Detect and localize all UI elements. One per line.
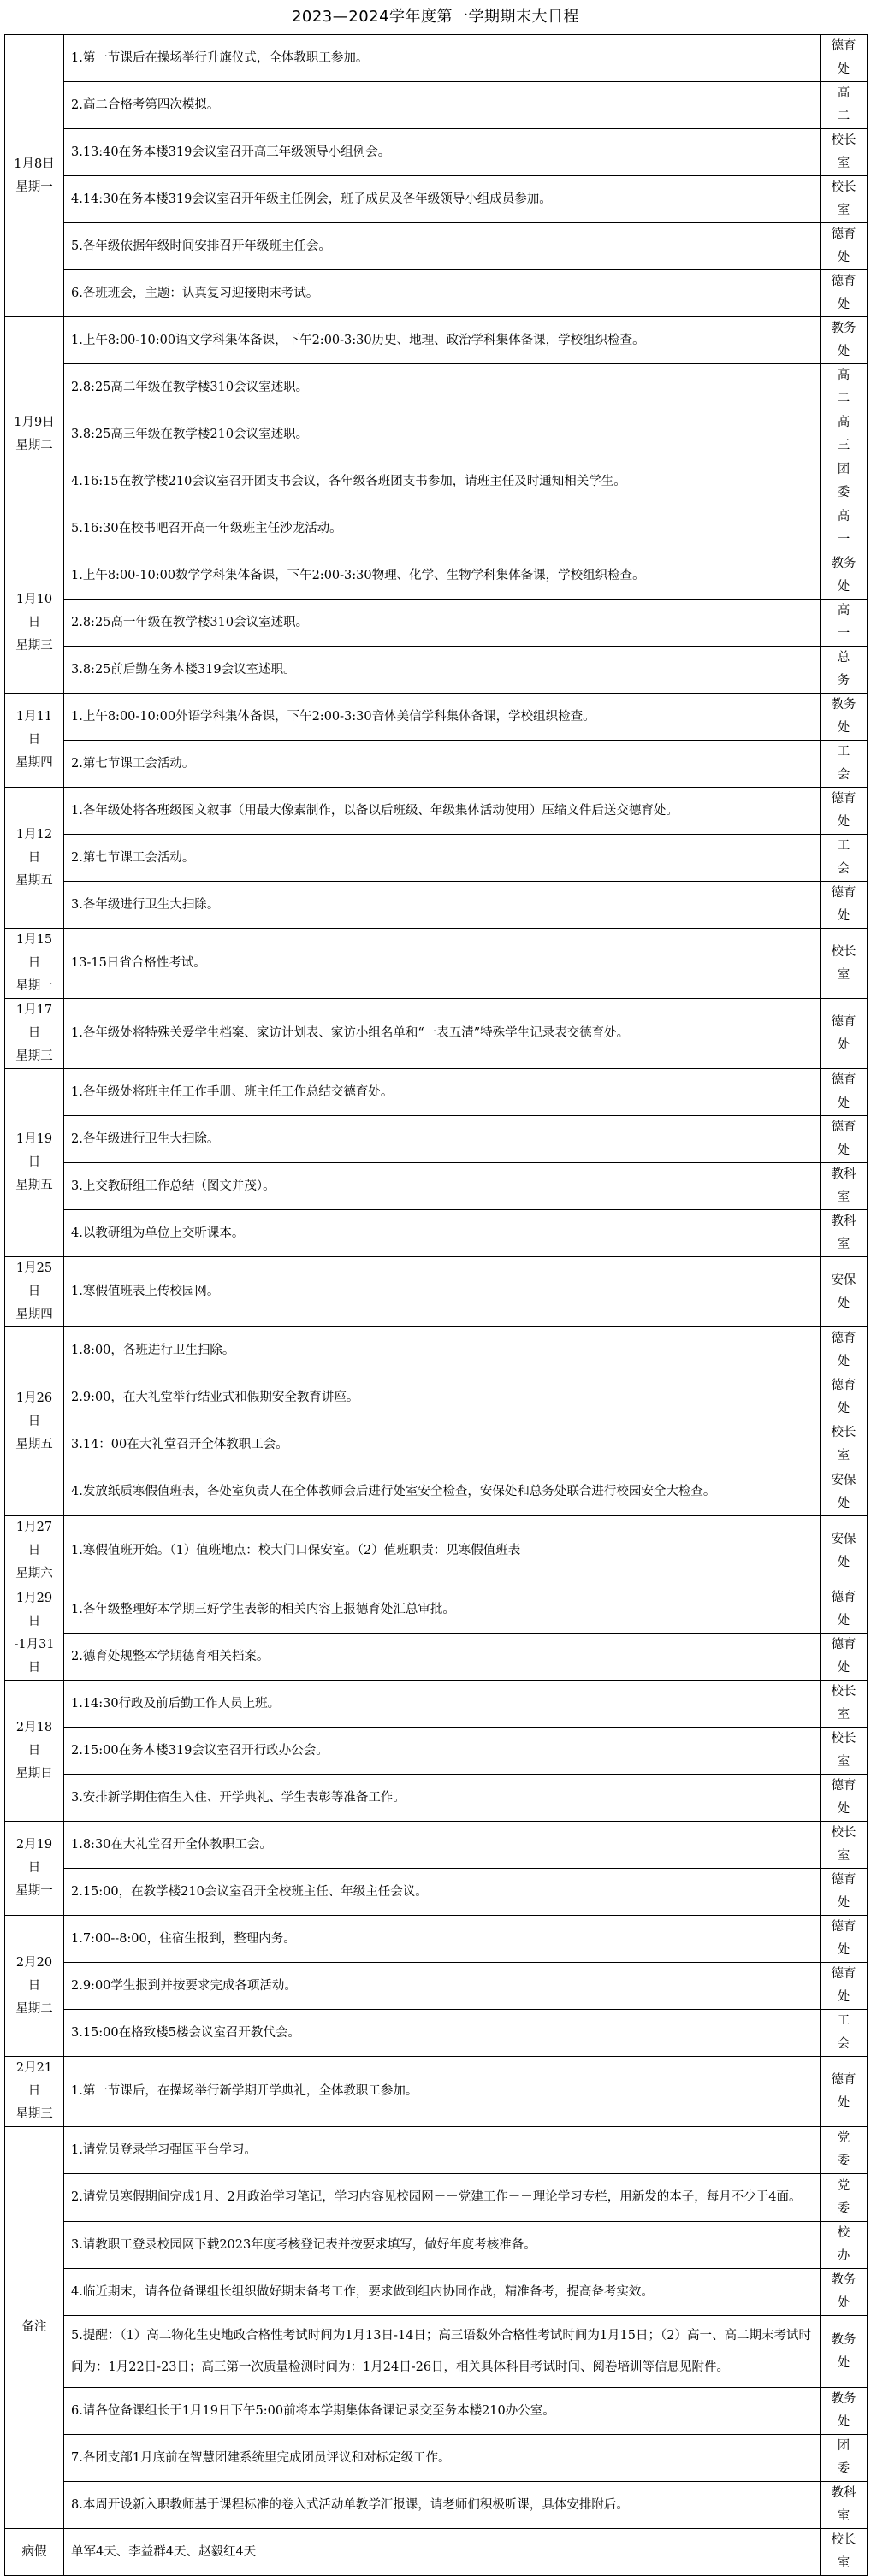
schedule-item: 3.各年级进行卫生大扫除。	[64, 882, 821, 929]
schedule-item: 2.请党员寒假期间完成1月、2月政治学习笔记，学习内容见校园网－－党建工作－－理论学习专栏，用新发的本子，每月不少于4面。	[64, 2174, 821, 2222]
schedule-row	[5, 1468, 868, 1516]
schedule-item: 3.上交教研组工作总结（图文并茂）。	[64, 1163, 821, 1210]
schedule-row	[5, 2388, 868, 2435]
schedule-row	[5, 1257, 868, 1327]
schedule-item: 1.第一节课后在操场举行升旗仪式，全体教职工参加。	[64, 35, 821, 82]
schedule-item: 6.各班班会，主题：认真复习迎接期末考试。	[64, 270, 821, 317]
schedule-row	[5, 317, 868, 364]
schedule-item: 4.临近期末，请各位备课组长组织做好期末备考工作，要求做到组内协同作战，精准备考，提高备考实效。	[64, 2269, 821, 2316]
department-cell: 校长室	[821, 1822, 868, 1869]
department-cell: 校长室	[821, 1421, 868, 1468]
department-cell: 德育处	[821, 1116, 868, 1163]
date-label: 1月9日	[14, 416, 55, 429]
department-cell: 教科室	[821, 2482, 868, 2529]
schedule-row	[5, 2482, 868, 2529]
department-cell: 德育处	[821, 1916, 868, 1963]
schedule-row	[5, 1681, 868, 1728]
schedule-row	[5, 600, 868, 647]
department-cell: 安保处	[821, 1516, 868, 1586]
schedule-item: 5.各年级依据年级时间安排召开年级班主任会。	[64, 223, 821, 270]
date-cell	[5, 694, 64, 788]
schedule-item: 2.9:00，在大礼堂举行结业式和假期安全教育讲座。	[64, 1374, 821, 1421]
department-cell: 德育处	[821, 882, 868, 929]
schedule-row	[5, 741, 868, 788]
schedule-row	[5, 2174, 868, 2222]
schedule-row	[5, 2010, 868, 2057]
schedule-item: 13-15日省合格性考试。	[64, 929, 821, 999]
schedule-row	[5, 176, 868, 223]
date-cell	[5, 1681, 64, 1822]
department-cell: 安保处	[821, 1257, 868, 1327]
department-cell: 教科室	[821, 1210, 868, 1257]
department-cell: 高 三	[821, 411, 868, 458]
schedule-item: 3.安排新学期住宿生入住、开学典礼、学生表彰等准备工作。	[64, 1775, 821, 1822]
weekday-label: 星期一	[15, 979, 53, 993]
schedule-item: 1.寒假值班开始。（1）值班地点：校大门口保安室。（2）值班职责：见寒假值班表	[64, 1516, 821, 1586]
schedule-item: 2.15:00，在教学楼210会议室召开全校班主任、年级主任会议。	[64, 1869, 821, 1916]
department-cell: 德育处	[821, 2057, 868, 2127]
date-cell	[5, 2057, 64, 2127]
department-cell: 教务处	[821, 2269, 868, 2316]
weekday-label: 星期五	[15, 873, 53, 888]
schedule-item: 2.高二合格考第四次模拟。	[64, 82, 821, 129]
department-cell: 德育处	[821, 1327, 868, 1374]
schedule-item: 3.14：00在大礼堂召开全体教职工会。	[64, 1421, 821, 1468]
department-cell: 工 会	[821, 2010, 868, 2057]
department-cell: 教科室	[821, 1163, 868, 1210]
department-cell: 总 务	[821, 647, 868, 694]
schedule-row	[5, 788, 868, 835]
department-cell: 德育处	[821, 1586, 868, 1634]
schedule-item: 2.9:00学生报到并按要求完成各项活动。	[64, 1963, 821, 2010]
weekday-label: 星期五	[15, 1437, 53, 1451]
schedule-row	[5, 2316, 868, 2388]
schedule-row	[5, 2529, 868, 2576]
schedule-item: 1.7:00--8:00，住宿生报到，整理内务。	[64, 1916, 821, 1963]
schedule-item: 1.上午8:00-10:00语文学科集体备课，下午2:00-3:30历史、地理、政治学科集体备课，学校组织检查。	[64, 317, 821, 364]
weekday-label: 星期日	[15, 1766, 53, 1781]
schedule-item: 4.以教研组为单位上交听课本。	[64, 1210, 821, 1257]
schedule-row	[5, 129, 868, 176]
date-cell	[5, 1327, 64, 1516]
schedule-row	[5, 929, 868, 999]
schedule-item: 1.第一节课后，在操场举行新学期开学典礼，全体教职工参加。	[64, 2057, 821, 2127]
date-label: 2月20日	[15, 1955, 53, 1993]
schedule-row	[5, 1634, 868, 1681]
department-cell: 德育处	[821, 1775, 868, 1822]
department-cell: 德育处	[821, 1634, 868, 1681]
date-cell	[5, 1916, 64, 2057]
date-cell	[5, 1586, 64, 1681]
department-cell: 教务处	[821, 2388, 868, 2435]
schedule-row	[5, 882, 868, 929]
date-label: 2月19日	[15, 1838, 53, 1875]
department-cell: 德育处	[821, 1069, 868, 1116]
department-cell: 教务处	[821, 2316, 868, 2388]
schedule-row	[5, 1963, 868, 2010]
date-cell	[5, 1257, 64, 1327]
date-cell	[5, 35, 64, 317]
schedule-item: 3.8:25高三年级在教学楼210会议室述职。	[64, 411, 821, 458]
schedule-item: 5.16:30在校书吧召开高一年级班主任沙龙活动。	[64, 505, 821, 552]
schedule-item: 7.各团支部1月底前在智慧团建系统里完成团员评议和对标定级工作。	[64, 2435, 821, 2482]
schedule-item: 2.第七节课工会活动。	[64, 835, 821, 882]
date-label: 1月27日	[15, 1521, 53, 1557]
date-label: 2月21日	[15, 2061, 53, 2098]
date-label: 1月8日	[14, 157, 55, 171]
schedule-item: 3.15:00在格致楼5楼会议室召开教代会。	[64, 2010, 821, 2057]
schedule-item: 1.各年级处将各班级图文叙事（用最大像素制作，以备以后班级、年级集体活动使用）压缩文件后送交德育处。	[64, 788, 821, 835]
department-cell: 团 委	[821, 2435, 868, 2482]
schedule-row	[5, 694, 868, 741]
schedule-item: 2.8:25高一年级在教学楼310会议室述职。	[64, 600, 821, 647]
schedule-row	[5, 35, 868, 82]
weekday-label: 星期三	[15, 638, 53, 653]
schedule-row	[5, 1516, 868, 1586]
schedule-row	[5, 1586, 868, 1634]
department-cell: 团 委	[821, 458, 868, 505]
schedule-item: 3.8:25前后勤在务本楼319会议室述职。	[64, 647, 821, 694]
date-label: 1月11日	[15, 710, 53, 747]
weekday-label: 星期二	[15, 2001, 53, 2016]
date-label: 1月26日	[15, 1391, 53, 1428]
schedule-row	[5, 1869, 868, 1916]
schedule-item: 1.14:30行政及前后勤工作人员上班。	[64, 1681, 821, 1728]
department-cell: 教务处	[821, 552, 868, 600]
schedule-row	[5, 1069, 868, 1116]
department-cell: 校长室	[821, 1728, 868, 1775]
schedule-item: 8.本周开设新入职教师基于课程标准的卷入式活动单教学汇报课，请老师们积极听课，具体安排附后。	[64, 2482, 821, 2529]
weekday-label: 星期三	[15, 1049, 53, 1063]
schedule-item: 1.各年级整理好本学期三好学生表彰的相关内容上报德育处汇总审批。	[64, 1586, 821, 1634]
schedule-row	[5, 835, 868, 882]
schedule-table	[4, 34, 868, 2576]
department-cell: 教务处	[821, 694, 868, 741]
weekday-label: -1月31日	[14, 1637, 55, 1675]
schedule-row	[5, 1775, 868, 1822]
schedule-item: 3.请教职工登录校园网下载2023年度考核登记表并按要求填写，做好年度考核准备。	[64, 2222, 821, 2269]
department-cell: 德育处	[821, 999, 868, 1069]
department-cell: 校长室	[821, 929, 868, 999]
schedule-row	[5, 458, 868, 505]
schedule-item: 2.第七节课工会活动。	[64, 741, 821, 788]
weekday-label: 星期一	[15, 1884, 53, 1898]
date-cell	[5, 2127, 64, 2529]
schedule-row	[5, 552, 868, 600]
schedule-item: 1.8:00，各班进行卫生扫除。	[64, 1327, 821, 1374]
schedule-row	[5, 1116, 868, 1163]
date-cell	[5, 1822, 64, 1916]
department-cell: 德育处	[821, 1963, 868, 2010]
date-cell	[5, 2529, 64, 2576]
schedule-row	[5, 82, 868, 129]
schedule-row	[5, 2222, 868, 2269]
weekday-label: 星期五	[15, 1179, 53, 1192]
weekday-label: 星期四	[15, 756, 53, 770]
date-label: 1月10日	[15, 592, 53, 629]
weekday-label: 星期一	[15, 180, 53, 194]
schedule-item: 2.8:25高二年级在教学楼310会议室述职。	[64, 364, 821, 411]
schedule-row	[5, 1728, 868, 1775]
department-cell: 德育处	[821, 35, 868, 82]
date-label: 2月18日	[15, 1720, 53, 1758]
department-cell: 高 二	[821, 364, 868, 411]
department-cell: 高 一	[821, 600, 868, 647]
department-cell: 高 一	[821, 505, 868, 552]
schedule-body	[5, 35, 868, 2576]
department-cell: 党 委	[821, 2174, 868, 2222]
schedule-row	[5, 1374, 868, 1421]
schedule-item: 1.寒假值班表上传校园网。	[64, 1257, 821, 1327]
date-label: 1月25日	[15, 1261, 53, 1298]
weekday-label: 星期三	[15, 2107, 53, 2121]
schedule-item: 1.上午8:00-10:00数学学科集体备课，下午2:00-3:30物理、化学、生物学科集体备课，学校组织检查。	[64, 552, 821, 600]
schedule-item: 5.提醒：（1）高二物化生史地政合格性考试时间为1月13日-14日；高三语数外合格性考试时间为1月15日；（2）高一、高二期末考试时间为：1月22日-23日；高三第一次质量检测时间为：1月24日-26日，相关具体科目考试时间、阅卷培训等信息见附件。	[64, 2316, 821, 2388]
department-cell: 校长室	[821, 129, 868, 176]
department-cell: 德育处	[821, 1869, 868, 1916]
schedule-row	[5, 1327, 868, 1374]
schedule-row	[5, 1210, 868, 1257]
schedule-row	[5, 2435, 868, 2482]
date-cell	[5, 788, 64, 929]
weekday-label: 星期四	[15, 1308, 53, 1321]
date-label: 1月17日	[15, 1003, 53, 1040]
schedule-item: 2.德育处规整本学期德育相关档案。	[64, 1634, 821, 1681]
schedule-row	[5, 647, 868, 694]
schedule-row	[5, 2127, 868, 2174]
date-cell	[5, 1069, 64, 1257]
department-cell: 校 办	[821, 2222, 868, 2269]
schedule-row	[5, 1421, 868, 1468]
date-cell	[5, 552, 64, 694]
date-cell	[5, 1516, 64, 1586]
page-title: 2023—2024学年度第一学期期末大日程	[291, 8, 580, 26]
schedule-row	[5, 2269, 868, 2316]
date-label: 1月12日	[15, 827, 53, 865]
schedule-item: 2.15:00在务本楼319会议室召开行政办公会。	[64, 1728, 821, 1775]
schedule-item: 4.16:15在教学楼210会议室召开团支书会议，各年级各班团支书参加，请班主任及时通知相关学生。	[64, 458, 821, 505]
schedule-row	[5, 1822, 868, 1869]
date-label: 病假	[21, 2544, 47, 2559]
date-cell	[5, 317, 64, 552]
schedule-item: 3.13:40在务本楼319会议室召开高三年级领导小组例会。	[64, 129, 821, 176]
department-cell: 校长室	[821, 1681, 868, 1728]
schedule-item: 4.14:30在务本楼319会议室召开年级主任例会，班子成员及各年级领导小组成员参加。	[64, 176, 821, 223]
schedule-row	[5, 1163, 868, 1210]
department-cell: 德育处	[821, 1374, 868, 1421]
schedule-item: 6.请各位备课组长于1月19日下午5:00前将本学期集体备课记录交至务本楼210办公室。	[64, 2388, 821, 2435]
date-label: 1月29日	[15, 1591, 53, 1628]
schedule-row	[5, 223, 868, 270]
date-label: 1月15日	[15, 933, 53, 970]
schedule-item: 1.各年级处将特殊关爱学生档案、家访计划表、家访小组名单和“一表五清”特殊学生记录表交德育处。	[64, 999, 821, 1069]
schedule-item: 1.8:30在大礼堂召开全体教职工会。	[64, 1822, 821, 1869]
schedule-item: 1.上午8:00-10:00外语学科集体备课，下午2:00-3:30音体美信学科集体备课，学校组织检查。	[64, 694, 821, 741]
date-label: 备注	[21, 2320, 47, 2334]
department-cell: 校长室	[821, 176, 868, 223]
department-cell: 高 二	[821, 82, 868, 129]
schedule-row	[5, 999, 868, 1069]
schedule-item: 1.各年级处将班主任工作手册、班主任工作总结交德育处。	[64, 1069, 821, 1116]
schedule-row	[5, 411, 868, 458]
date-label: 1月19日	[15, 1132, 53, 1169]
date-cell	[5, 929, 64, 999]
schedule-item: 1.请党员登录学习强国平台学习。	[64, 2127, 821, 2174]
schedule-row	[5, 1916, 868, 1963]
department-cell: 德育处	[821, 223, 868, 270]
department-cell: 工 会	[821, 741, 868, 788]
department-cell: 德育处	[821, 270, 868, 317]
department-cell: 校长室	[821, 2529, 868, 2576]
schedule-row	[5, 2057, 868, 2127]
schedule-row	[5, 364, 868, 411]
schedule-row	[5, 505, 868, 552]
department-cell: 德育处	[821, 788, 868, 835]
department-cell: 教务处	[821, 317, 868, 364]
weekday-label: 星期六	[15, 1567, 53, 1580]
department-cell: 工 会	[821, 835, 868, 882]
date-cell	[5, 999, 64, 1069]
department-cell: 安保处	[821, 1468, 868, 1516]
department-cell: 党 委	[821, 2127, 868, 2174]
schedule-item: 2.各年级进行卫生大扫除。	[64, 1116, 821, 1163]
schedule-row	[5, 270, 868, 317]
weekday-label: 星期二	[15, 439, 53, 452]
schedule-item: 4.发放纸质寒假值班表，各处室负责人在全体教师会后进行处室安全检查，安保处和总务处联合进行校园安全大检查。	[64, 1468, 821, 1516]
schedule-item: 单军4天、李益群4天、赵毅红4天	[64, 2529, 821, 2576]
